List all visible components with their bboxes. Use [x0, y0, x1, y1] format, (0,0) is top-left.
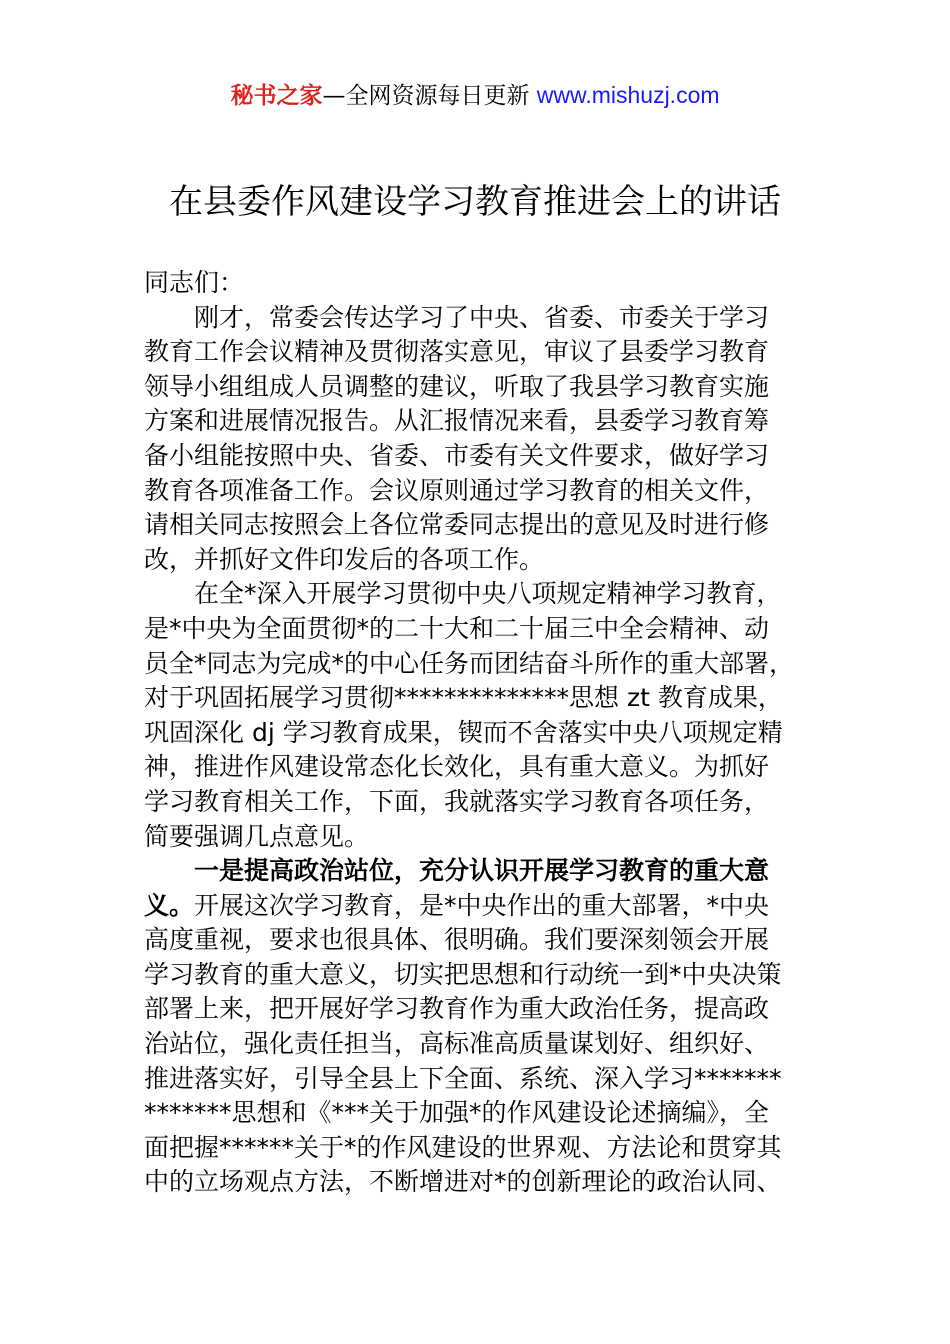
paragraph-line: 部署上来，把开展好学习教育作为重大政治任务，提高政	[144, 994, 770, 1024]
section-heading-bold: 一是提高政治站位，充分认识开展学习教育的重大意	[194, 856, 770, 886]
site-brand: 秘书之家	[230, 83, 323, 109]
paragraph-line: 简要强调几点意见。	[144, 821, 370, 851]
paragraph-line: 巩固深化 dj 学习教育成果，锲而不舍落实中央八项规定精	[144, 717, 783, 747]
paragraph-line: 学习教育相关工作，下面，我就落实学习教育各项任务，	[144, 786, 770, 816]
salutation: 同志们：	[144, 268, 245, 297]
paragraph-line-text: 开展这次学习教育，是*中央作出的重大部署，*中央	[194, 890, 770, 920]
paragraph-line: *******思想和《***关于加强*的作风建设论述摘编》，全	[144, 1098, 770, 1128]
paragraph-line: 中的立场观点方法，不断增进对*的创新理论的政治认同、	[144, 1167, 782, 1197]
paragraph-line: 改，并抓好文件印发后的各项工作。	[144, 544, 545, 574]
paragraph-line: 推进落实好，引导全县上下全面、系统、深入学习*******	[144, 1063, 782, 1093]
paragraph-line: 在全*深入开展学习贯彻中央八项规定精神学习教育，	[194, 579, 782, 609]
section-heading-bold-end: 义。	[144, 890, 195, 920]
paragraph-line: 请相关同志按照会上各位常委同志提出的意见及时进行修	[144, 510, 770, 540]
paragraph-line: 方案和进展情况报告。从汇报情况来看，县委学习教育筹	[144, 406, 770, 436]
paragraph-line: 对于巩固拓展学习贯彻**************思想 zt 教育成果，	[144, 683, 783, 713]
site-tagline: —全网资源每日更新	[322, 83, 537, 109]
paragraph-line: 学习教育的重大意义，切实把思想和行动统一到*中央决策	[144, 959, 782, 989]
paragraph-line: 备小组能按照中央、省委、市委有关文件要求，做好学习	[144, 440, 770, 470]
paragraph-line: 教育工作会议精神及贯彻落实意见，审议了县委学习教育	[144, 337, 770, 367]
paragraph-line: 治站位，强化责任担当，高标准高质量谋划好、组织好、	[144, 1029, 770, 1059]
paragraph-line: 领导小组组成人员调整的建议，听取了我县学习教育实施	[144, 371, 770, 401]
document-title: 在县委作风建设学习教育推进会上的讲话	[169, 182, 781, 222]
paragraph-line: 神，推进作风建设常态化长效化，具有重大意义。为抓好	[144, 752, 770, 782]
paragraph-line: 是*中央为全面贯彻*的二十大和二十届三中全会精神、动	[144, 613, 770, 643]
paragraph-line: 面把握******关于*的作风建设的世界观、方法论和贯穿其	[144, 1132, 782, 1162]
document-body	[144, 266, 844, 1200]
paragraph-line: 教育各项准备工作。会议原则通过学习教育的相关文件，	[144, 475, 770, 505]
section-heading-line	[144, 854, 844, 889]
site-url-link[interactable]: www.mishuzj.com	[536, 82, 720, 108]
paragraph-line	[144, 889, 844, 924]
site-header	[0, 80, 950, 111]
paragraph-line: 员全*同志为完成*的中心任务而团结奋斗所作的重大部署，	[144, 648, 795, 678]
paragraph-line: 刚才，常委会传达学习了中央、省委、市委关于学习	[194, 302, 770, 332]
paragraph-line: 高度重视，要求也很具体、很明确。我们要深刻领会开展	[144, 925, 770, 955]
